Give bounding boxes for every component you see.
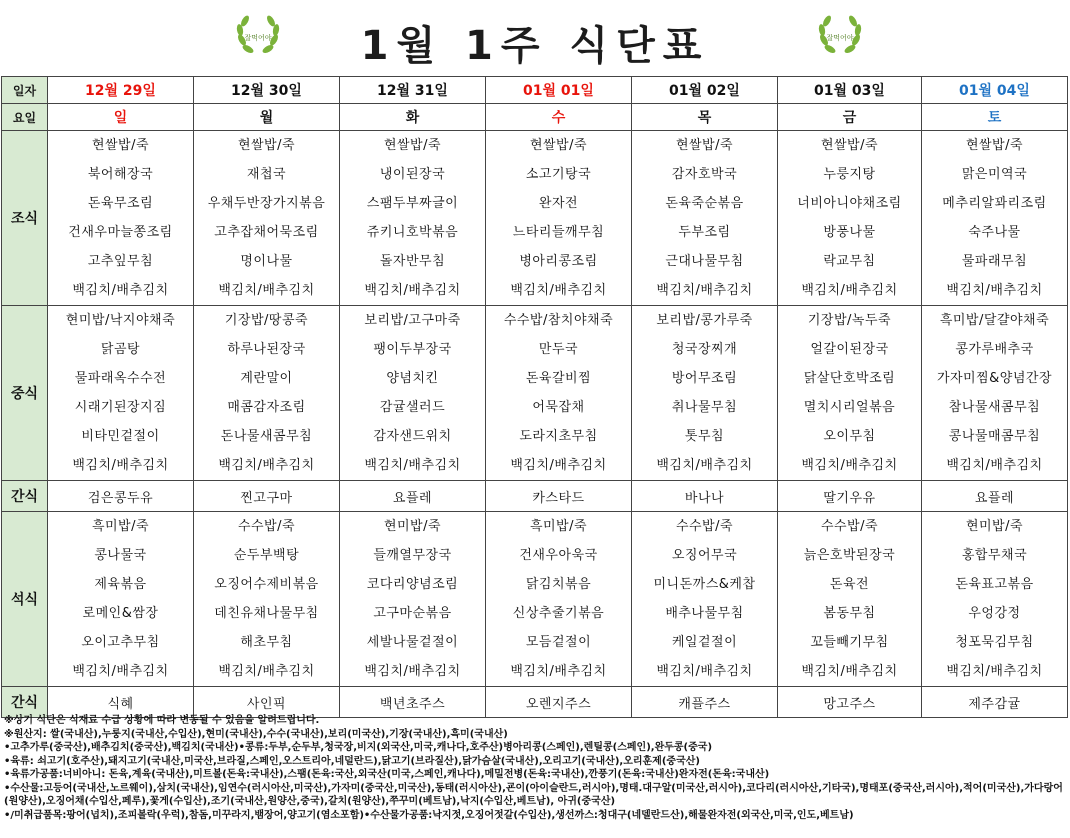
menu-item: 백김치/배추김치 — [218, 458, 315, 473]
menu-item: 케일겉절이 — [671, 635, 738, 650]
note-line: •/미취급품목:팡어(넙치),조피볼락(우럭),참돔,미꾸라지,뱀장어,양고기(염소포함)•수산물가공품:낙지젓,오징어젓갈(수입산),생선까스:청대구(네델란드산),해물완자전(외국산,미국,인도,베트남) — [4, 809, 854, 821]
lunch-cell — [778, 306, 922, 481]
menu-item: 명이나물 — [240, 254, 293, 269]
menu-item: 만두국 — [538, 342, 579, 357]
dinner-items — [486, 512, 631, 686]
day-cell: 목 — [632, 104, 778, 131]
day-label: 요일 — [2, 104, 48, 131]
note-line: ※원산지: 쌀(국내산),누룽지(국내산,수입산),현미(국내산),수수(국내산),보리(미국산),기장(국내산),흑미(국내산) — [4, 728, 508, 740]
page-title: 1월 1주 식단표 — [360, 23, 710, 69]
menu-item: 데친유채나물무침 — [214, 606, 319, 621]
menu-item: 비타민겉절이 — [81, 429, 160, 444]
dinner-items — [778, 512, 921, 686]
snack-1-row — [2, 481, 1068, 512]
menu-item: 백김치/배추김치 — [72, 664, 169, 679]
breakfast-cell — [922, 131, 1068, 306]
menu-item: 메추리알꽈리조림 — [942, 196, 1047, 211]
menu-item: 수수밥/죽 — [237, 519, 296, 534]
menu-item: 톳무침 — [684, 429, 725, 444]
menu-item: 너비아니야채조림 — [797, 196, 902, 211]
menu-item: 백김치/배추김치 — [218, 283, 315, 298]
date-cell: 12월 29일 — [48, 77, 194, 104]
logo-wreath-icon — [814, 10, 866, 62]
dinner-items — [194, 512, 339, 686]
day-cell: 화 — [340, 104, 486, 131]
date-cell: 12월 30일 — [194, 77, 340, 104]
menu-item: 백김치/배추김치 — [801, 283, 898, 298]
menu-item: 코다리양념조림 — [366, 577, 459, 592]
menu-item: 오이고추무침 — [81, 635, 160, 650]
menu-item: 돈육표고볶음 — [955, 577, 1034, 592]
menu-item: 닭곰탕 — [100, 342, 141, 357]
menu-item: 락교무침 — [823, 254, 876, 269]
dinner-cell — [922, 512, 1068, 687]
lunch-cell — [194, 306, 340, 481]
menu-item: 오이무침 — [823, 429, 876, 444]
menu-item: 물파래옥수수전 — [74, 371, 167, 386]
menu-item: 보리밥/콩가루죽 — [656, 313, 753, 328]
breakfast-label: 조식 — [2, 131, 48, 306]
breakfast-cell — [632, 131, 778, 306]
menu-item: 고추잎무침 — [87, 254, 154, 269]
menu-item: 팽이두부장국 — [373, 342, 452, 357]
menu-item: 백김치/배추김치 — [656, 283, 753, 298]
menu-item: 순두부백탕 — [233, 548, 300, 563]
dinner-row — [2, 512, 1068, 687]
menu-item: 감귤샐러드 — [379, 400, 446, 415]
day-row — [2, 104, 1068, 131]
menu-item: 두부조림 — [678, 225, 731, 240]
menu-item: 오징어무국 — [671, 548, 738, 563]
snack-cell: 요플레 — [922, 481, 1068, 512]
menu-item: 현쌀밥/죽 — [91, 138, 150, 153]
breakfast-items — [340, 131, 485, 305]
dinner-cell — [340, 512, 486, 687]
menu-item: 세발나물겉절이 — [366, 635, 459, 650]
snack-cell: 사인픽 — [194, 687, 340, 718]
menu-item: 콩나물매콤무침 — [948, 429, 1041, 444]
day-cell: 금 — [778, 104, 922, 131]
menu-item: 모듬겉절이 — [525, 635, 592, 650]
menu-item: 도라지초무침 — [519, 429, 598, 444]
menu-item: 어묵잡채 — [532, 400, 585, 415]
menu-item: 근대나물무침 — [665, 254, 744, 269]
breakfast-items — [194, 131, 339, 305]
dinner-cell — [632, 512, 778, 687]
menu-item: 방어무조림 — [671, 371, 738, 386]
menu-item: 건새우마늘쫑조림 — [68, 225, 173, 240]
snack-cell: 제주감귤 — [922, 687, 1068, 718]
menu-item: 백김치/배추김치 — [72, 458, 169, 473]
dinner-cell — [48, 512, 194, 687]
snack-cell: 딸기우유 — [778, 481, 922, 512]
menu-item: 감자샌드위치 — [373, 429, 452, 444]
menu-item: 백김치/배추김치 — [364, 283, 461, 298]
breakfast-items — [486, 131, 631, 305]
menu-item: 백김치/배추김치 — [801, 664, 898, 679]
menu-item: 현미밥/낙지야채죽 — [65, 313, 176, 328]
menu-table — [1, 76, 1068, 718]
date-cell: 01월 04일 — [922, 77, 1068, 104]
menu-item: 양념치킨 — [386, 371, 439, 386]
snack-cell: 망고주스 — [778, 687, 922, 718]
menu-item: 병아리콩조림 — [519, 254, 598, 269]
menu-item: 콩나물국 — [94, 548, 147, 563]
menu-item: 흑미밥/죽 — [529, 519, 588, 534]
note-line: •육류가공품:너비아니: 돈육,계육(국내산),미트볼(돈육:국내산),스팸(돈육:국산,외국산(미국,스페인,캐나다),메밀전병(돈육:국내산),깐풍기(돈육:국내산)완자전(돈육:국내산) — [4, 769, 770, 780]
menu-item: 들깨열무장국 — [373, 548, 452, 563]
dinner-items — [922, 512, 1067, 686]
dinner-items — [340, 512, 485, 686]
menu-item: 수수밥/죽 — [820, 519, 879, 534]
menu-item: 돌자반무침 — [379, 254, 446, 269]
menu-item: 계란말이 — [240, 371, 293, 386]
menu-item: 재첩국 — [246, 167, 287, 182]
date-cell: 01월 01일 — [486, 77, 632, 104]
dinner-items — [632, 512, 777, 686]
snack-2-label: 간식 — [2, 687, 48, 718]
note-line: ※상기 식단은 식재료 수급 상황에 따라 변동될 수 있음을 알려드립니다. — [4, 715, 320, 726]
lunch-cell — [632, 306, 778, 481]
menu-item: 현쌀밥/죽 — [820, 138, 879, 153]
menu-item: 수수밥/참치야채죽 — [503, 313, 614, 328]
lunch-items — [922, 306, 1067, 480]
breakfast-cell — [48, 131, 194, 306]
date-row — [2, 77, 1068, 104]
menu-item: 고구마순볶음 — [373, 606, 452, 621]
dinner-items — [48, 512, 193, 686]
header — [0, 0, 1070, 74]
lunch-items — [632, 306, 777, 480]
day-cell: 월 — [194, 104, 340, 131]
menu-item: 백김치/배추김치 — [656, 664, 753, 679]
snack-1-label: 간식 — [2, 481, 48, 512]
lunch-items — [194, 306, 339, 480]
menu-item: 누룽지탕 — [823, 167, 876, 182]
date-cell: 12월 31일 — [340, 77, 486, 104]
menu-item: 백김치/배추김치 — [510, 458, 607, 473]
menu-item: 하루나된장국 — [227, 342, 306, 357]
menu-item: 돈나물새콤무침 — [220, 429, 313, 444]
menu-item: 돈육갈비찜 — [525, 371, 592, 386]
day-cell: 일 — [48, 104, 194, 131]
menu-item: 맑은미역국 — [961, 167, 1028, 182]
breakfast-items — [48, 131, 193, 305]
lunch-label: 중식 — [2, 306, 48, 481]
menu-item: 숙주나물 — [968, 225, 1021, 240]
menu-item: 청국장찌개 — [671, 342, 738, 357]
menu-item: 신상추줄기볶음 — [512, 606, 605, 621]
menu-item: 봄동무침 — [823, 606, 876, 621]
lunch-row — [2, 306, 1068, 481]
menu-item: 얼갈이된장국 — [810, 342, 889, 357]
menu-item: 고추잡채어묵조림 — [214, 225, 319, 240]
menu-item: 미니돈까스&케찹 — [653, 577, 756, 592]
menu-item: 스팸두부짜글이 — [366, 196, 459, 211]
menu-item: 늙은호박된장국 — [803, 548, 896, 563]
menu-item: 현쌀밥/죽 — [237, 138, 296, 153]
menu-item: 북어해장국 — [87, 167, 154, 182]
snack-cell: 캐플주스 — [632, 687, 778, 718]
breakfast-items — [632, 131, 777, 305]
snack-cell: 요플레 — [340, 481, 486, 512]
menu-item: 백김치/배추김치 — [510, 283, 607, 298]
menu-item: 가자미찜&양념간장 — [936, 371, 1053, 386]
menu-item: 꼬들빼기무침 — [810, 635, 889, 650]
menu-item: 우엉강정 — [968, 606, 1021, 621]
menu-item: 돈육죽순볶음 — [665, 196, 744, 211]
menu-item: 수수밥/죽 — [675, 519, 734, 534]
dinner-cell — [486, 512, 632, 687]
menu-item: 참나물새콤무침 — [948, 400, 1041, 415]
menu-item: 배추나물무침 — [665, 606, 744, 621]
menu-item: 현쌀밥/죽 — [383, 138, 442, 153]
lunch-cell — [922, 306, 1068, 481]
snack-cell: 카스타드 — [486, 481, 632, 512]
breakfast-cell — [778, 131, 922, 306]
menu-item: 백김치/배추김치 — [946, 458, 1043, 473]
menu-item: 오징어수제비볶음 — [214, 577, 319, 592]
menu-item: 백김치/배추김치 — [801, 458, 898, 473]
note-line: •수산물:고등어(국내산,노르웨이),삼치(국내산),임연수(러시아산,미국산),가자미(중국산,미국산),동태(러시아산),굔이(아이슬란드,러시아),명태.대구알(미국산,러시아),코다리(러시아산,기타국),명태포(중국산,러시아),적어(미국산),가다랑어(원양산),오징어채(수입산,페루),꽃게(수입산),조기(국내산,원양산,중국),갈치(원양산),쭈꾸미(베트남),낙지(수입산,베트남), 아귀(중국산) — [4, 782, 1063, 807]
menu-item: 냉이된장국 — [379, 167, 446, 182]
menu-item: 돈육전 — [829, 577, 870, 592]
note-line: •고추가루(중국산),배추김치(중국산),백김치(국내산)•콩류:두부,순두부,청국장,비지(외국산,미국,캐나다,호주산)병아리콩(스페인),렌틸콩(스페인),완두콩(중국) — [4, 742, 713, 753]
breakfast-items — [778, 131, 921, 305]
dinner-cell — [778, 512, 922, 687]
menu-item: 매콤감자조림 — [227, 400, 306, 415]
menu-item: 백김치/배추김치 — [72, 283, 169, 298]
breakfast-cell — [340, 131, 486, 306]
menu-item: 건새우아욱국 — [519, 548, 598, 563]
date-cell: 01월 02일 — [632, 77, 778, 104]
breakfast-row — [2, 131, 1068, 306]
menu-item: 콩가루배추국 — [955, 342, 1034, 357]
menu-item: 흑미밥/죽 — [91, 519, 150, 534]
menu-item: 시래기된장지짐 — [74, 400, 167, 415]
logo-text: 잘먹어야 — [244, 34, 272, 42]
menu-item: 청포묵김무침 — [955, 635, 1034, 650]
menu-item: 닭김치볶음 — [525, 577, 592, 592]
menu-item: 백김치/배추김치 — [946, 283, 1043, 298]
day-cell: 토 — [922, 104, 1068, 131]
breakfast-items — [922, 131, 1067, 305]
snack-cell: 백년초주스 — [340, 687, 486, 718]
day-cell: 수 — [486, 104, 632, 131]
menu-item: 백김치/배추김치 — [218, 664, 315, 679]
menu-item: 백김치/배추김치 — [946, 664, 1043, 679]
snack-2-row — [2, 687, 1068, 718]
menu-item: 돈육무조림 — [87, 196, 154, 211]
lunch-items — [778, 306, 921, 480]
menu-item: 현쌀밥/죽 — [675, 138, 734, 153]
menu-item: 현쌀밥/죽 — [965, 138, 1024, 153]
snack-cell: 검은콩두유 — [48, 481, 194, 512]
date-label: 일자 — [2, 77, 48, 104]
menu-item: 쥬키니호박볶음 — [366, 225, 459, 240]
menu-item: 백김치/배추김치 — [510, 664, 607, 679]
menu-item: 소고기탕국 — [525, 167, 592, 182]
menu-item: 백김치/배추김치 — [364, 664, 461, 679]
menu-item: 감자호박국 — [671, 167, 738, 182]
menu-item: 현미밥/죽 — [383, 519, 442, 534]
menu-item: 느타리들깨무침 — [512, 225, 605, 240]
menu-item: 닭살단호박조림 — [803, 371, 896, 386]
dinner-label: 석식 — [2, 512, 48, 687]
menu-item: 로메인&쌈장 — [82, 606, 159, 621]
snack-cell: 식혜 — [48, 687, 194, 718]
snack-cell: 바나나 — [632, 481, 778, 512]
menu-item: 완자전 — [538, 196, 579, 211]
menu-item: 우채두반장가지볶음 — [207, 196, 326, 211]
logo-text: 잘먹어야 — [826, 34, 854, 42]
lunch-cell — [48, 306, 194, 481]
date-cell: 01월 03일 — [778, 77, 922, 104]
menu-item: 현쌀밥/죽 — [529, 138, 588, 153]
menu-item: 기장밥/땅콩죽 — [224, 313, 309, 328]
snack-cell: 찐고구마 — [194, 481, 340, 512]
note-line: •육류: 쇠고기(호주산),돼지고기(국내산,미국산,브라질,스페인,오스트리아,네덜란드),닭고기(브라질산),닭가슴살(국내산),오리고기(국내산),오리훈제(중국산) — [4, 755, 700, 767]
menu-item: 물파래무침 — [961, 254, 1028, 269]
menu-item: 흑미밥/달걀야채죽 — [939, 313, 1050, 328]
menu-item: 현미밥/죽 — [965, 519, 1024, 534]
menu-item: 방풍나물 — [823, 225, 876, 240]
menu-item: 백김치/배추김치 — [364, 458, 461, 473]
lunch-items — [486, 306, 631, 480]
breakfast-cell — [194, 131, 340, 306]
menu-item: 기장밥/녹두죽 — [807, 313, 892, 328]
menu-item: 제육볶음 — [94, 577, 147, 592]
menu-item: 멸치시리얼볶음 — [803, 400, 896, 415]
menu-item: 해초무침 — [240, 635, 293, 650]
menu-item: 백김치/배추김치 — [656, 458, 753, 473]
lunch-cell — [486, 306, 632, 481]
snack-cell: 오렌지주스 — [486, 687, 632, 718]
lunch-items — [48, 306, 193, 480]
menu-item: 취나물무침 — [671, 400, 738, 415]
menu-item: 보리밥/고구마죽 — [364, 313, 461, 328]
breakfast-cell — [486, 131, 632, 306]
lunch-cell — [340, 306, 486, 481]
lunch-items — [340, 306, 485, 480]
menu-item: 홍합무채국 — [961, 548, 1028, 563]
notes — [4, 714, 1066, 822]
dinner-cell — [194, 512, 340, 687]
